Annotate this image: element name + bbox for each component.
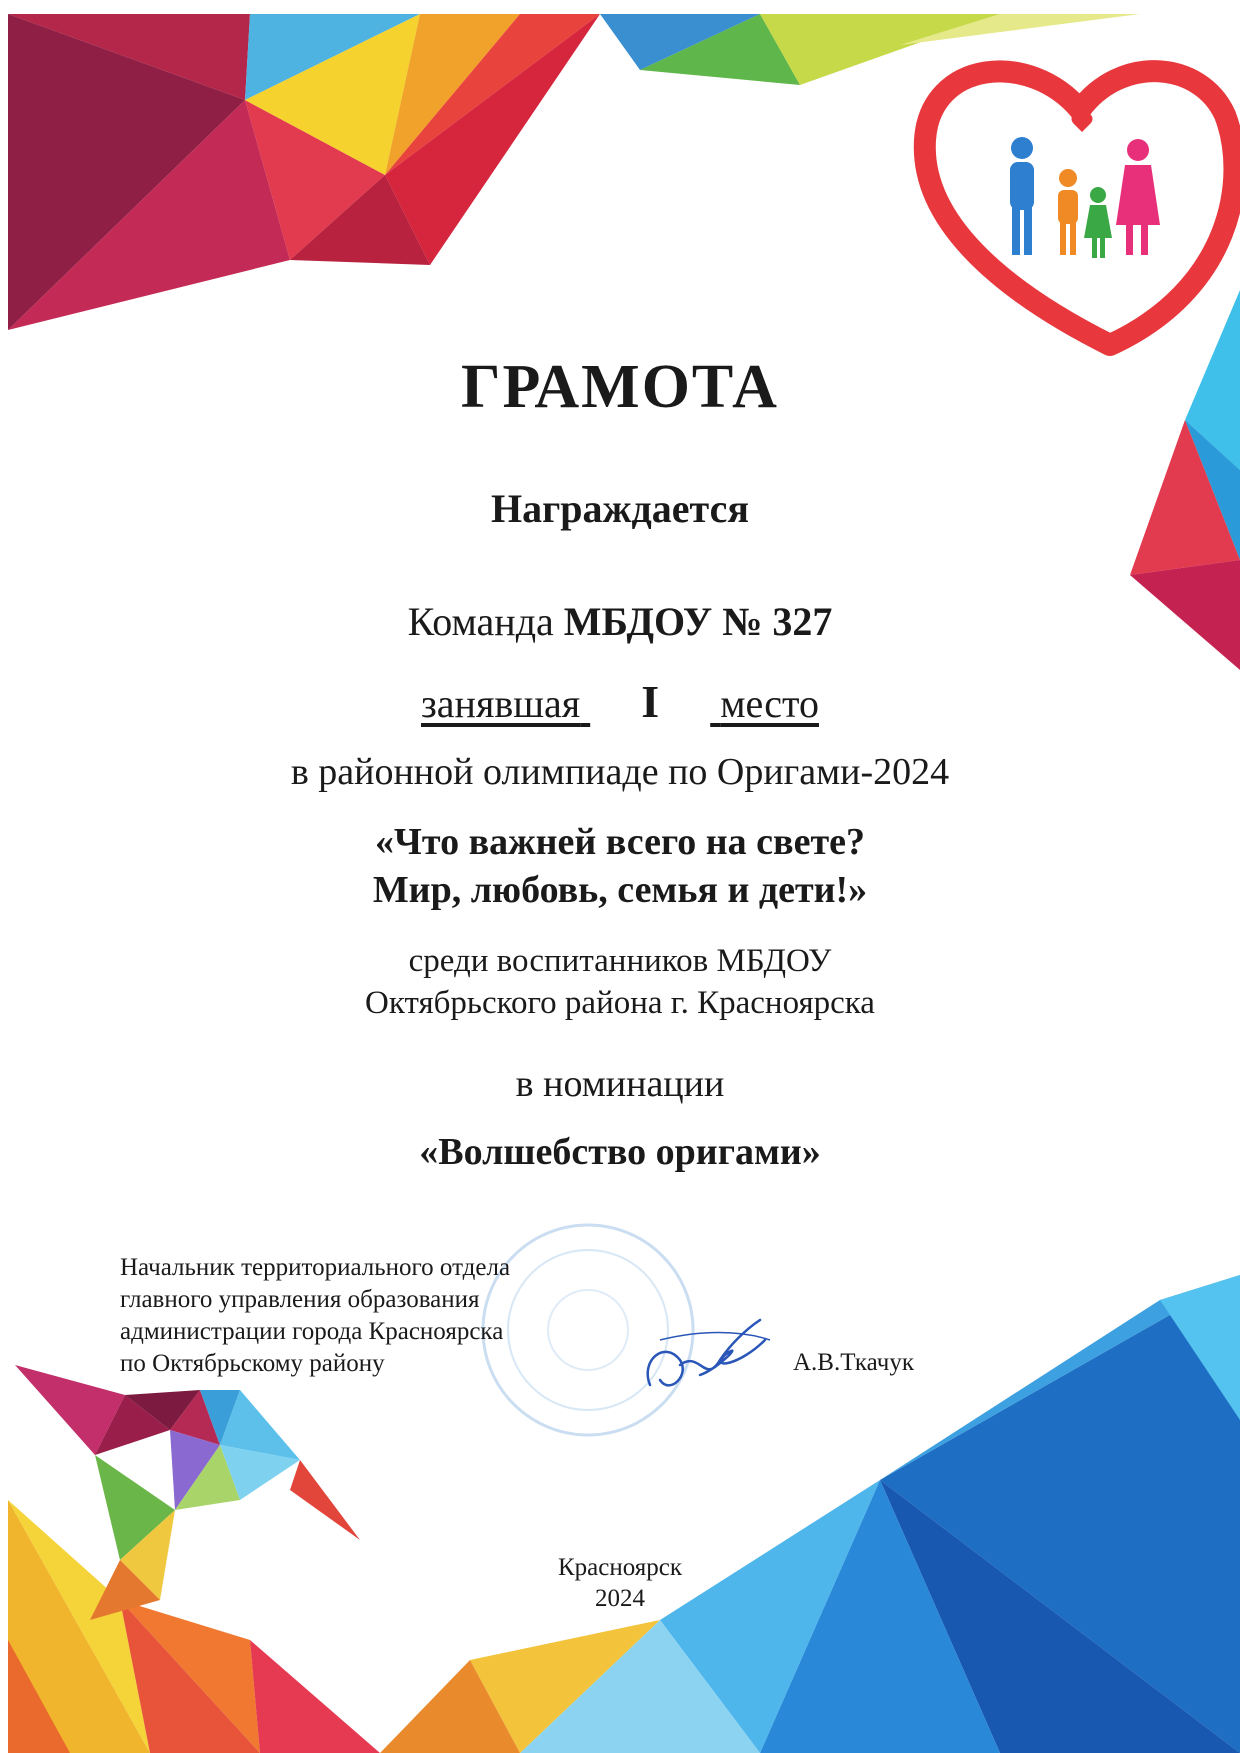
footer-city: Красноярск — [557, 1554, 682, 1581]
place-line — [0, 675, 1240, 728]
among-line-2: Октябрьского района г. Красноярска — [365, 985, 875, 1021]
handwritten-signature — [648, 1320, 770, 1385]
olympiad-line: в районной олимпиаде по Оригами-2024 — [290, 751, 950, 793]
among-text — [0, 940, 1240, 1024]
position-line-4: по Октябрьскому району — [120, 1350, 385, 1377]
footer-place-date — [0, 1552, 1240, 1614]
motto-line-1: «Что важней всего на свете? — [375, 821, 865, 863]
position-line-1: Начальник территориального отдела — [120, 1254, 511, 1281]
top-left-polygons — [8, 14, 1140, 330]
motto — [0, 818, 1240, 914]
position-line-2: главного управления образования — [120, 1286, 480, 1313]
official-stamp — [483, 1225, 693, 1435]
team-line — [0, 598, 1240, 645]
signer-position — [120, 1252, 510, 1380]
place-prefix: занявшая — [421, 681, 581, 726]
certificate-title: ГРАМОТА — [461, 353, 779, 421]
motto-line-2: Мир, любовь, семья и дети!» — [372, 869, 868, 911]
family-heart-logo — [925, 71, 1235, 345]
position-line-3: администрации города Красноярска — [120, 1318, 504, 1345]
place-underlined — [421, 676, 819, 727]
awarded-label: Награждается — [490, 486, 750, 531]
nomination-label: в номинации — [515, 1063, 725, 1105]
bottom-left-polygons — [8, 1500, 380, 1753]
team-name: МБДОУ № 327 — [563, 599, 833, 644]
team-prefix: Команда — [407, 599, 554, 644]
footer-year: 2024 — [595, 1585, 645, 1612]
signer-name: А.В.Ткачук — [793, 1349, 914, 1376]
nomination-name: «Волшебство оригами» — [419, 1131, 821, 1173]
place-number: I — [641, 676, 660, 727]
place-suffix: место — [720, 681, 819, 726]
among-line-1: среди воспитанников МБДОУ — [408, 943, 832, 979]
